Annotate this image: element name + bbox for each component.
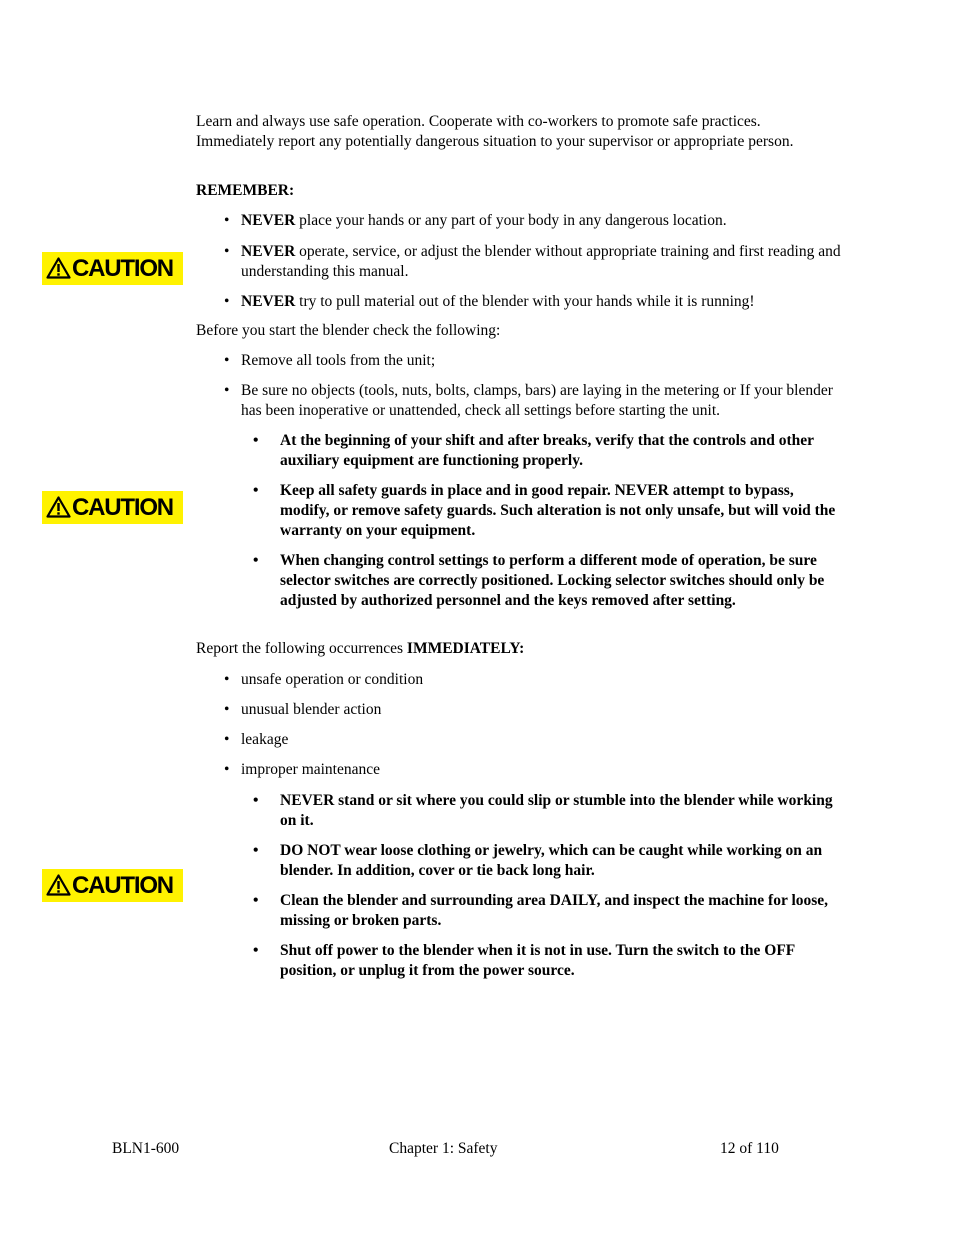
warning-triangle-icon [46, 496, 71, 518]
bullet: • [224, 352, 230, 369]
bullet: • [224, 293, 230, 310]
bullet: • [253, 892, 259, 909]
footer-page-number: 12 of 110 [720, 1140, 779, 1157]
bullet: • [224, 382, 230, 399]
list-item [224, 760, 844, 780]
warning-triangle-icon [46, 257, 71, 279]
sub-list-item-text: DO NOT wear loose clothing or jewelry, which can be caught while working on an blender. In addition, cover or tie back long hair. [280, 842, 823, 879]
list-item-text: Be sure no objects (tools, nuts, bolts, clamps, bars) are laying in the metering or If your blender has been inoperative or unattended, check all settings before starting the unit. [241, 382, 833, 419]
list-item [224, 700, 844, 720]
footer-doc-id: BLN1-600 [112, 1140, 180, 1157]
report-emphasis: IMMEDIATELY: [406, 640, 525, 657]
caution-text: CAUTION [72, 255, 173, 282]
sub-list-item [253, 941, 845, 981]
list-item-text: unsafe operation or condition [241, 671, 424, 688]
sub-list-item-text: When changing control settings to perform a different mode of operation, be sure selector switches are correctly positioned. Locking selector switches should only be adjusted by authorized personnel and the keys removed after setting. [280, 552, 825, 609]
warning-triangle-icon [46, 874, 71, 896]
bullet: • [224, 212, 230, 229]
list-item-text [241, 242, 844, 282]
caution-label [42, 869, 183, 902]
list-item-body: place your hands or any part of your body in any dangerous location. [295, 212, 727, 229]
sub-list-item-text: Shut off power to the blender when it is not in use. Turn the switch to the OFF position, or unplug it from the power source. [280, 942, 795, 979]
report-prefix: Report the following occurrences [196, 640, 407, 657]
list-item [224, 730, 844, 750]
list-item [224, 242, 844, 282]
list-item-text: improper maintenance [241, 761, 381, 778]
sub-list-item [253, 841, 845, 881]
sub-list-item-text: NEVER stand or sit where you could slip or stumble into the blender while working on it. [280, 792, 833, 829]
list-item-text: unusual blender action [241, 701, 382, 718]
list-item-body: try to pull material out of the blender with your hands while it is running! [295, 293, 755, 310]
caution-label [42, 491, 183, 524]
bullet: • [253, 792, 259, 809]
list-item [224, 670, 844, 690]
intro-paragraph: Learn and always use safe operation. Cooperate with co-workers to promote safe practices. Immediately report any potentially dangerous situation to your supervisor or appropriate person. [196, 113, 794, 150]
sub-list-item [253, 431, 845, 471]
bullet: • [224, 671, 230, 688]
list-item-lead: NEVER [241, 212, 296, 229]
caution-label [42, 252, 183, 285]
list-item [224, 381, 844, 421]
caution-text: CAUTION [72, 494, 173, 521]
bullet: • [253, 482, 259, 499]
footer-chapter: Chapter 1: Safety [389, 1140, 498, 1157]
list-item-text: Remove all tools from the unit; [241, 352, 436, 369]
list-item-lead: NEVER [241, 293, 296, 310]
bullet: • [253, 552, 259, 569]
sub-list-item [253, 791, 845, 831]
sub-list-item [253, 891, 845, 931]
sub-list-item-text: Keep all safety guards in place and in good repair. NEVER attempt to bypass, modify, or remove safety guards. Such alteration is not only unsafe, but will void the warranty on your equipment. [280, 482, 836, 539]
list-item-text [241, 211, 844, 231]
bullet: • [224, 761, 230, 778]
bullet: • [224, 731, 230, 748]
list-item-text: leakage [241, 731, 289, 748]
sub-list-item [253, 551, 845, 611]
remember-heading: REMEMBER: [196, 182, 295, 199]
bullet: • [253, 942, 259, 959]
sub-list-item [253, 481, 845, 541]
bullet: • [224, 243, 230, 260]
sub-list-item-text: At the beginning of your shift and after breaks, verify that the controls and other auxiliary equipment are functioning properly. [280, 432, 814, 469]
list-item-body: operate, service, or adjust the blender without appropriate training and first reading and understanding this manual. [241, 243, 841, 280]
bullet: • [224, 701, 230, 718]
list-item [224, 211, 844, 231]
before-start-paragraph: Before you start the blender check the following: [196, 322, 501, 339]
list-item-lead: NEVER [241, 243, 296, 260]
list-item-text [241, 292, 844, 312]
sub-list-item-text: Clean the blender and surrounding area DAILY, and inspect the machine for loose, missing or broken parts. [280, 892, 829, 929]
list-item [224, 292, 844, 312]
caution-text: CAUTION [72, 872, 173, 899]
list-item [224, 351, 844, 371]
bullet: • [253, 432, 259, 449]
report-paragraph [196, 639, 836, 659]
bullet: • [253, 842, 259, 859]
